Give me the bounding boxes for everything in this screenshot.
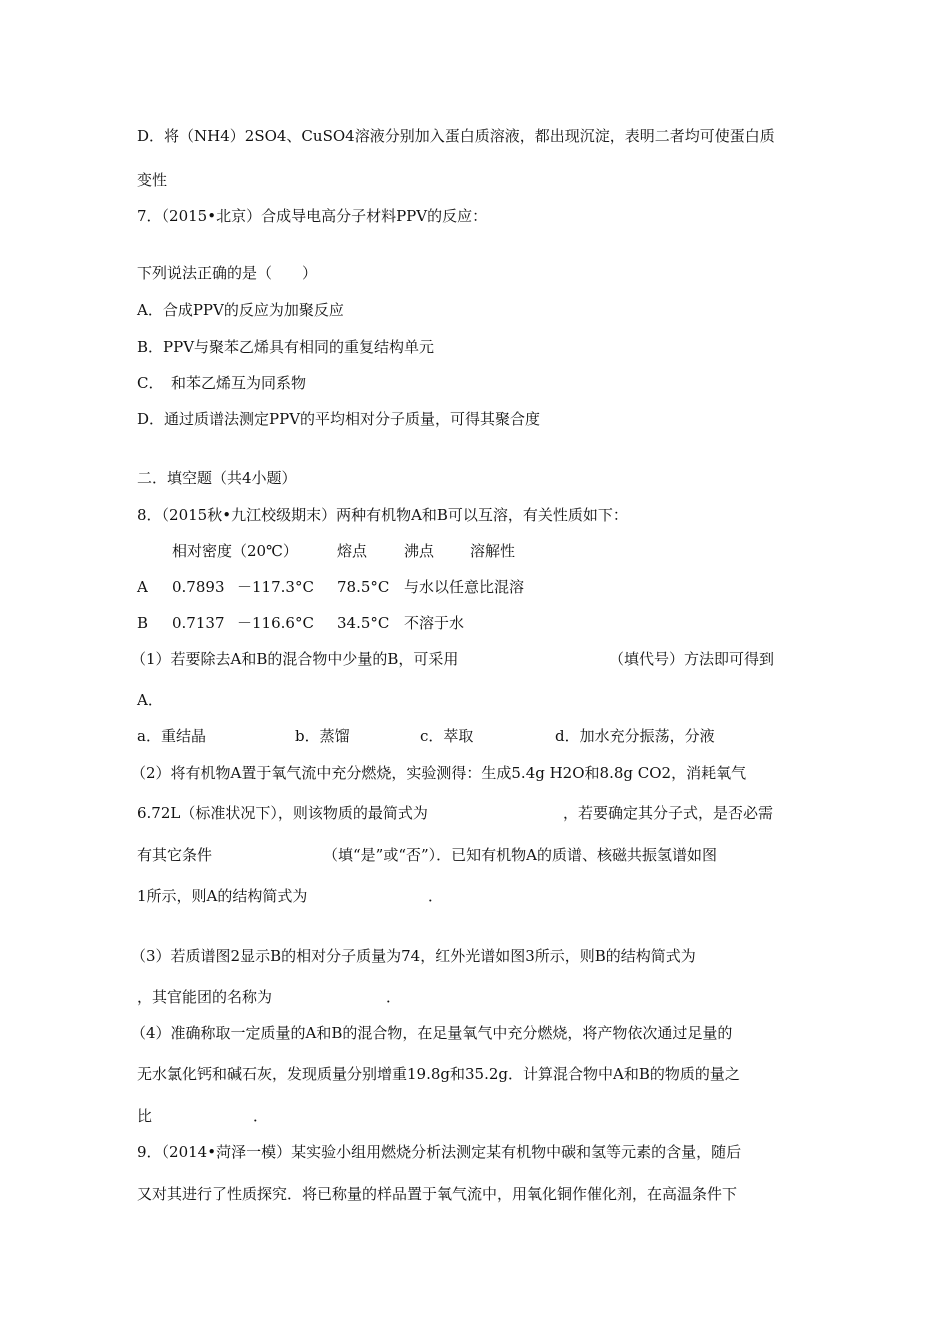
q9-line1: 9．（2014•菏泽一模）某实验小组用燃烧分析法测定某有机物中碳和氢等元素的含量，随后 <box>137 1143 742 1161</box>
table-cell: 不溶于水 <box>404 614 465 632</box>
q8-part1-end: A． <box>137 691 163 709</box>
table-cell: B <box>137 614 149 632</box>
table-cell: －116.6°C <box>237 614 314 632</box>
q6-option-d-line1: D．将（NH4）2SO4、CuSO4溶液分别加入蛋白质溶液，都出现沉淀，表明二者均可使蛋白质 <box>137 127 775 145</box>
q8-part2-line4a: 1所示，则A的结构简式为 <box>137 887 308 905</box>
q8-part3-line2b: ． <box>386 988 402 1006</box>
q8-stem: 8．（2015秋•九江校级期末）两种有机物A和B可以互溶，有关性质如下： <box>137 506 628 524</box>
table-header: 溶解性 <box>470 542 516 560</box>
q8-part2-line3b: （填“是”或“否”）．已知有机物A的质谱、核磁共振氢谱如图 <box>323 846 718 864</box>
q8-part1-tail: （填代号）方法即可得到 <box>609 650 775 668</box>
table-cell: 78.5°C <box>337 578 390 596</box>
table-cell: －117.3°C <box>237 578 314 596</box>
table-cell: 0.7137 <box>172 614 225 632</box>
q7-option-a: A．合成PPV的反应为加聚反应 <box>137 301 344 319</box>
q8-option-d: d．加水充分振荡，分液 <box>555 727 715 745</box>
q7-option-c: C． 和苯乙烯互为同系物 <box>137 374 306 392</box>
q6-option-d-line2: 变性 <box>137 171 168 189</box>
q9-line2: 又对其进行了性质探究．将已称量的样品置于氧气流中，用氧化铜作催化剂，在高温条件下 <box>137 1185 738 1203</box>
table-header: 沸点 <box>404 542 435 560</box>
table-cell: 与水以任意比混溶 <box>404 578 525 596</box>
q7-option-d: D．通过质谱法测定PPV的平均相对分子质量，可得其聚合度 <box>137 410 541 428</box>
q8-part2-line4b: ． <box>428 887 444 905</box>
q7-option-b: B．PPV与聚苯乙烯具有相同的重复结构单元 <box>137 338 435 356</box>
q8-part4-line1: （4）准确称取一定质量的A和B的混合物，在足量氧气中充分燃烧，将产物依次通过足量的 <box>131 1024 733 1042</box>
q8-part4-line3a: 比 <box>137 1107 153 1125</box>
table-header: 相对密度（20℃） <box>172 542 298 560</box>
q7-question: 下列说法正确的是（ ） <box>137 264 318 282</box>
q8-part3-line1: （3）若质谱图2显示B的相对分子质量为74，红外光谱如图3所示，则B的结构简式为 <box>131 947 696 965</box>
q7-stem: 7．（2015•北京）合成导电高分子材料PPV的反应： <box>137 207 488 225</box>
table-cell: 0.7893 <box>172 578 225 596</box>
q8-option-a: a．重结晶 <box>137 727 206 745</box>
q8-part2-line2a: 6.72L（标准状况下），则该物质的最简式为 <box>137 804 428 822</box>
q8-part2-line3a: 有其它条件 <box>137 846 213 864</box>
q8-part3-line2a: ，其官能团的名称为 <box>137 988 273 1006</box>
section-heading: 二．填空题（共4小题） <box>137 469 297 487</box>
q8-option-c: c．萃取 <box>420 727 474 745</box>
q8-part2-line1: （2）将有机物A置于氧气流中充分燃烧，实验测得：生成5.4g H2O和8.8g CO2，消耗氧气 <box>131 764 747 782</box>
table-cell: 34.5°C <box>337 614 390 632</box>
q8-part4-line2: 无水氯化钙和碱石灰，发现质量分别增重19.8g和35.2g．计算混合物中A和B的物质的量之 <box>137 1065 740 1083</box>
q8-part2-line2b: ，若要确定其分子式，是否必需 <box>563 804 774 822</box>
q8-part1: （1）若要除去A和B的混合物中少量的B，可采用 <box>131 650 459 668</box>
table-header: 熔点 <box>337 542 368 560</box>
table-cell: A <box>137 578 148 596</box>
q8-part4-line3b: ． <box>253 1107 269 1125</box>
q8-option-b: b．蒸馏 <box>295 727 350 745</box>
